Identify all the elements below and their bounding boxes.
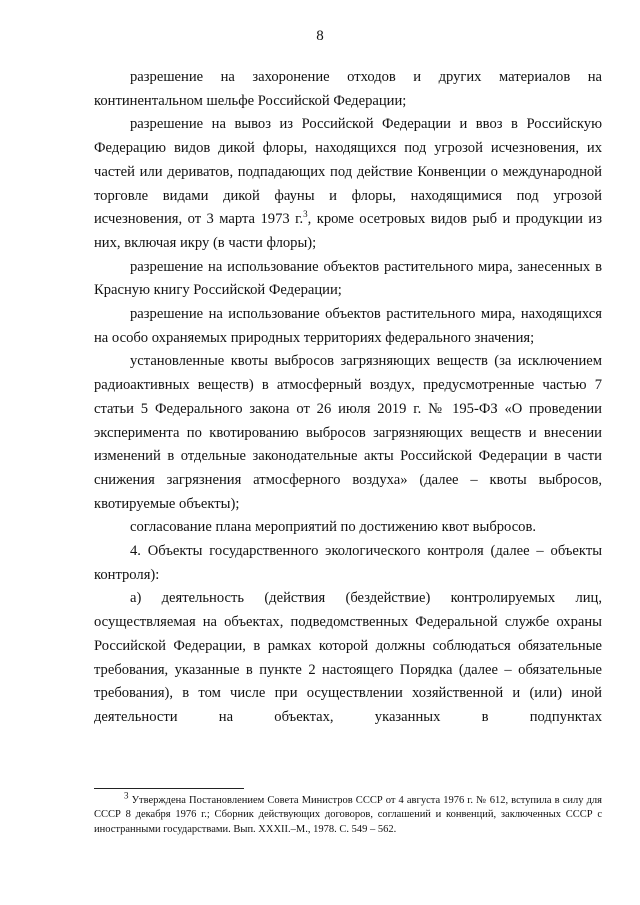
paragraph-1: разрешение на захоронение отходов и других материалов на континентальном шельфе Российской Федерации; — [94, 69, 602, 109]
paragraph-4: разрешение на использование объектов растительного мира, находящихся на особо охраняемых природных территориях федерального значения; — [94, 306, 602, 346]
footnote-separator — [94, 788, 244, 789]
paragraph-3: разрешение на использование объектов растительного мира, занесенных в Красную книгу Российской Федерации; — [94, 258, 602, 299]
page-number: 8 — [316, 28, 324, 44]
footnote — [94, 790, 602, 837]
paragraph-8: а) деятельность (действия (бездействие) контролируемых лиц, осуществляемая на объектах, подведомственных Федеральной службе охраны Российской Федерации, в рамках которой должны соблюдаться обязательные требования, указанные в пункте 2 настоящего Порядка (далее – обязательные требования), в том числе при осуществлении хозяйственной и (или) иной деятельности на объектах, указанных в подпунктах — [94, 590, 602, 725]
paragraph-5: установленные квоты выбросов загрязняющих веществ (за исключением радиоактивных веществ) в атмосферный воздух, предусмотренные частью 7 статьи 5 Федерального закона от 26 июля 2019 г. № 195-ФЗ «О проведении эксперимента по квотированию выбросов загрязняющих веществ и внесении изменений в отдельные законодательные акты Российской Федерации в части снижения загрязнения атмосферного воздуха» (далее – квоты выбросов, квотируемые объекты); — [94, 353, 602, 512]
footnote-text: Утверждена Постановлением Совета Министров СССР от 4 августа 1976 г. № 612, вступила в силу для СССР 8 декабря 1976 г.; Сборник действующих договоров, соглашений и конвенций, заключенных СССР с иностранными государствами. Вып. XXXII.–М., 1978. С. 549 – 562. — [94, 795, 602, 835]
document-body — [94, 66, 602, 730]
paragraph-2-text: разрешение на вывоз из Российской Федерации и ввоз в Российскую Федерацию видов дикой флоры, находящихся под угрозой исчезновения, их частей или дериватов, подпадающих под действие Конвенции о международной торговле видами дикой фауны и флоры, находящимися под угрозой исчезновения, от 3 марта 1973 г. — [94, 116, 602, 228]
footnote-reference: 3 — [303, 209, 308, 220]
paragraph-2 — [94, 113, 602, 255]
paragraph-2-tail: , кроме осетровых видов рыб и продукции из них, включая икру (в части флоры); — [94, 211, 602, 251]
footnote-marker: 3 — [124, 790, 129, 801]
paragraph-6: согласование плана мероприятий по достижению квот выбросов. — [130, 519, 537, 536]
paragraph-7: 4. Объекты государственного экологического контроля (далее – объекты контроля): — [94, 543, 602, 583]
footnote-line — [94, 790, 602, 837]
